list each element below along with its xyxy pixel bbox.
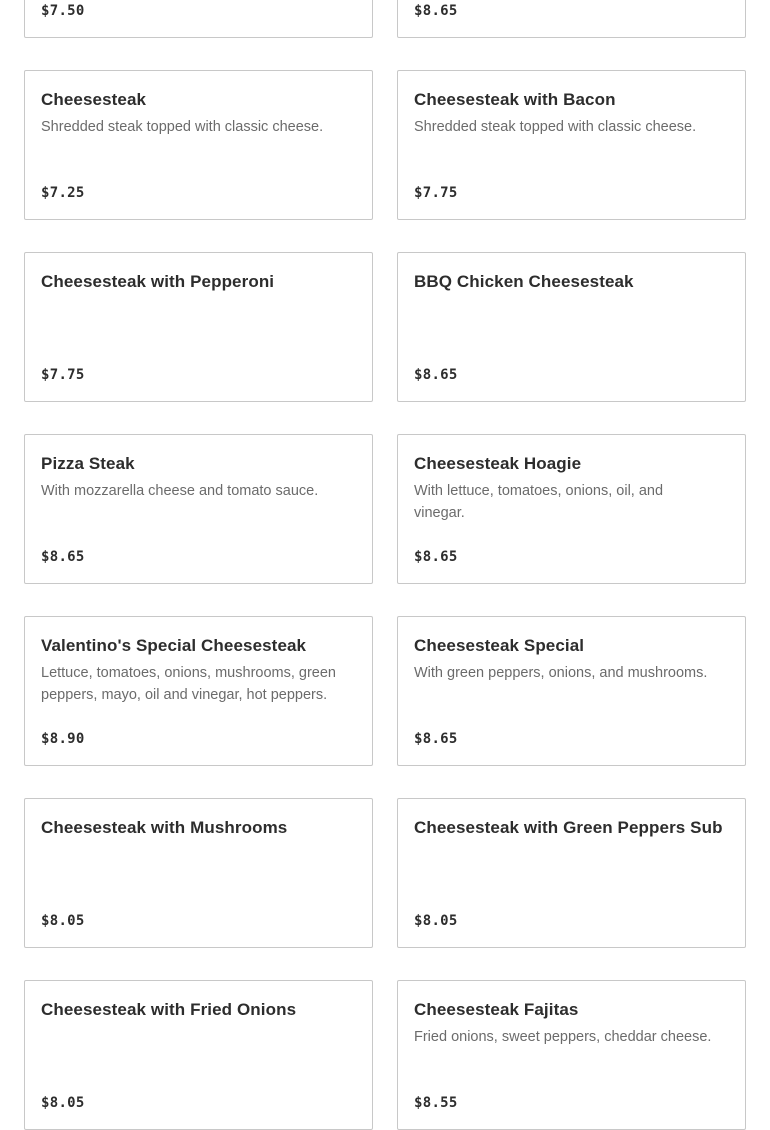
menu-item-card[interactable] bbox=[397, 434, 746, 584]
menu-item-card[interactable] bbox=[24, 616, 373, 766]
menu-item-price: $8.05 bbox=[414, 913, 458, 929]
menu-item-name: Cheesesteak with Bacon bbox=[414, 90, 616, 109]
menu-item-name: Cheesesteak bbox=[41, 90, 147, 109]
menu-item-card[interactable] bbox=[24, 252, 373, 402]
menu-item-price: $8.65 bbox=[414, 3, 458, 19]
menu-item-price: $7.50 bbox=[41, 3, 85, 19]
menu-item-name: Valentino's Special Cheesesteak bbox=[41, 636, 307, 655]
menu-item-description: Shredded steak topped with classic cheese. bbox=[414, 119, 697, 135]
menu-item-card[interactable] bbox=[24, 434, 373, 584]
menu-item-card[interactable] bbox=[397, 70, 746, 220]
menu-item-card[interactable] bbox=[397, 980, 746, 1130]
menu-item-price: $8.65 bbox=[414, 549, 458, 565]
menu-item-description: With lettuce, tomatoes, onions, oil, and vinegar. bbox=[414, 483, 664, 521]
menu-item-price: $8.05 bbox=[41, 913, 85, 929]
menu-item-description: With mozzarella cheese and tomato sauce. bbox=[41, 483, 319, 499]
menu-item-card[interactable] bbox=[397, 0, 746, 38]
menu-item-price: $8.90 bbox=[41, 731, 85, 747]
menu-item-name: Cheesesteak with Green Peppers Sub bbox=[414, 818, 723, 837]
menu-item-price: $8.65 bbox=[41, 549, 85, 565]
menu-item-name: Cheesesteak Special bbox=[414, 636, 585, 655]
menu-item-description: Fried onions, sweet peppers, cheddar cheese. bbox=[414, 1029, 712, 1045]
menu-item-card[interactable] bbox=[397, 252, 746, 402]
menu-item-price: $7.25 bbox=[41, 185, 85, 201]
menu-item-description: With green peppers, onions, and mushrooms. bbox=[414, 665, 708, 681]
menu-item-name: Cheesesteak with Pepperoni bbox=[41, 272, 275, 291]
menu-item-price: $8.65 bbox=[414, 731, 458, 747]
menu-item-price: $8.05 bbox=[41, 1095, 85, 1111]
menu-item-price: $8.65 bbox=[414, 367, 458, 383]
menu-item-description: Shredded steak topped with classic cheese. bbox=[41, 119, 324, 135]
menu-item-card[interactable] bbox=[24, 70, 373, 220]
menu-item-price: $7.75 bbox=[414, 185, 458, 201]
menu-item-card[interactable] bbox=[24, 798, 373, 948]
menu-item-name: BBQ Chicken Cheesesteak bbox=[414, 272, 634, 291]
menu-item-description: Lettuce, tomatoes, onions, mushrooms, green peppers, mayo, oil and vinegar, hot peppers. bbox=[41, 665, 336, 703]
menu-item-card[interactable] bbox=[397, 616, 746, 766]
menu-item-name: Cheesesteak with Mushrooms bbox=[41, 818, 288, 837]
menu-item-name: Pizza Steak bbox=[41, 454, 135, 473]
menu-item-price: $7.75 bbox=[41, 367, 85, 383]
menu-item-price: $8.55 bbox=[414, 1095, 458, 1111]
menu-item-name: Cheesesteak with Fried Onions bbox=[41, 1000, 297, 1019]
menu-grid bbox=[24, 0, 746, 1130]
menu-item-card[interactable] bbox=[24, 0, 373, 38]
menu-item-card[interactable] bbox=[397, 798, 746, 948]
menu-item-card[interactable] bbox=[24, 980, 373, 1130]
menu-item-name: Cheesesteak Hoagie bbox=[414, 454, 582, 473]
menu-item-name: Cheesesteak Fajitas bbox=[414, 1000, 579, 1019]
